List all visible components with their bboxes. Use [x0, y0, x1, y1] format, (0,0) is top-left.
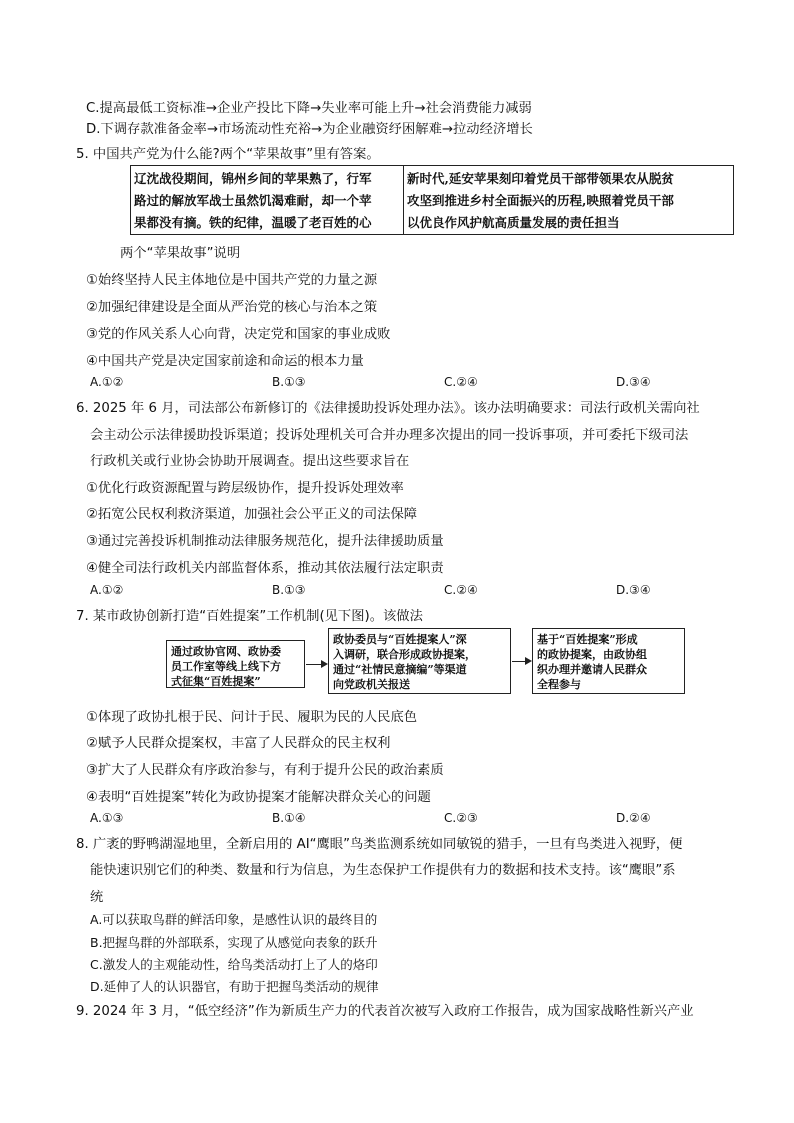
option-a[interactable]: A.①③ [90, 811, 124, 825]
flow-line: 织办理并邀请人民群众 [537, 663, 647, 676]
flow-step-research [328, 628, 511, 694]
q8-option-d[interactable]: D.延伸了人的认识器官，有助于把握鸟类活动的规律 [90, 979, 379, 994]
flow-line: 入调研，联合形成政协提案， [333, 648, 476, 661]
option-d[interactable]: D.②④ [616, 811, 651, 825]
flow-step-handle [532, 628, 685, 694]
q7-item: ②赋予人民群众提案权，丰富了人民群众的民主权利 [86, 736, 391, 751]
q6-options [0, 582, 794, 598]
q5-lead: 两个“苹果故事”说明 [120, 246, 241, 261]
table-cell-yanan [404, 166, 733, 234]
q5-item: ①始终坚持人民主体地位是中国共产党的力量之源 [86, 273, 378, 288]
q5-apple-table [130, 165, 734, 235]
q5-stem: 5. 中国共产党为什么能?两个“苹果故事”里有答案。 [76, 147, 380, 162]
table-right-line: 新时代,延安苹果刻印着党员干部带领果农从脱贫 [407, 171, 674, 186]
q5-options [0, 374, 794, 390]
flow-line: 通过政协官网、政协委 [171, 645, 281, 658]
q8-stem-line: 8. 广袤的野鸭湖湿地里，全新启用的 AI“鹰眼”鸟类监测系统如同敏锐的猎手，一旦有鸟类进入视野，便 [76, 837, 683, 852]
option-b[interactable]: B.①③ [272, 375, 306, 389]
q4-option-c: C.提高最低工资标准→企业产投比下降→失业率可能上升→社会消费能力减弱 [86, 101, 532, 116]
table-cell-liaoshen [131, 166, 404, 234]
option-b[interactable]: B.①③ [272, 583, 306, 597]
flow-line: 的政协提案，由政协组 [537, 648, 647, 661]
q6-item: ③通过完善投诉机制推动法律服务规范化，提升法律援助质量 [86, 534, 444, 549]
q6-item: ①优化行政资源配置与跨层级协作，提升投诉处理效率 [86, 481, 404, 496]
flow-line: 式征集“百姓提案” [171, 675, 261, 688]
option-c[interactable]: C.②③ [444, 811, 478, 825]
q6-item: ②拓宽公民权利救济渠道，加强社会公平正义的司法保障 [86, 507, 418, 522]
q6-stem-line: 会主动公示法律援助投诉渠道；投诉处理机关可合并办理多次提出的同一投诉事项，并可委托下级司法 [90, 428, 689, 443]
q7-item: ④表明“百姓提案”转化为政协提案才能解决群众关心的问题 [86, 790, 431, 805]
flow-step-collect [166, 640, 305, 688]
option-d[interactable]: D.③④ [616, 375, 651, 389]
flow-arrow-icon [306, 664, 326, 665]
table-right-line: 以优良作风护航高质量发展的责任担当 [407, 215, 620, 230]
q8-stem-line: 能快速识别它们的种类、数量和行为信息，为生态保护工作提供有力的数据和技术支持。该“鹰眼”系 [90, 863, 676, 878]
q5-item: ②加强纪律建设是全面从严治党的核心与治本之策 [86, 300, 378, 315]
q9-stem: 9. 2024 年 3 月，“低空经济”作为新质生产力的代表首次被写入政府工作报告，成为国家战略性新兴产业 [76, 1004, 694, 1019]
q5-item: ④中国共产党是决定国家前途和命运的根本力量 [86, 354, 364, 369]
table-left-line: 路过的解放军战士虽然饥渴难耐，却一个苹 [134, 193, 372, 208]
q6-stem-line: 行政机关或行业协会协助开展调查。提出这些要求旨在 [90, 454, 410, 469]
flow-line: 基于“百姓提案”形成 [537, 633, 638, 646]
q8-option-a[interactable]: A.可以获取鸟群的鲜活印象，是感性认识的最终目的 [90, 912, 378, 927]
q7-options [0, 810, 794, 826]
flow-line: 政协委员与“百姓提案人”深 [333, 633, 467, 646]
q6-item: ④健全司法行政机关内部监督体系，推动其依法履行法定职责 [86, 561, 444, 576]
flow-arrow-icon [512, 661, 530, 662]
flow-line: 通过“社情民意摘编”等渠道 [333, 663, 467, 676]
q7-stem: 7. 某市政协创新打造“百姓提案”工作机制(见下图)。该做法 [76, 609, 423, 624]
q8-option-c[interactable]: C.激发人的主观能动性，给鸟类活动打上了人的烙印 [90, 957, 378, 972]
option-b[interactable]: B.①④ [272, 811, 306, 825]
flow-line: 全程参与 [537, 678, 581, 691]
option-a[interactable]: A.①② [90, 375, 124, 389]
flow-line: 向党政机关报送 [333, 678, 410, 691]
option-a[interactable]: A.①② [90, 583, 124, 597]
option-c[interactable]: C.②④ [444, 375, 478, 389]
q5-item: ③党的作风关系人心向背，决定党和国家的事业成败 [86, 327, 391, 342]
option-c[interactable]: C.②④ [444, 583, 478, 597]
q7-item: ①体现了政协扎根于民、问计于民、履职为民的人民底色 [86, 710, 418, 725]
flow-line: 员工作室等线上线下方 [171, 660, 281, 673]
table-left-line: 果都没有摘。铁的纪律，温暖了老百姓的心 [134, 215, 372, 230]
option-d[interactable]: D.③④ [616, 583, 651, 597]
q8-stem-line: 统 [90, 890, 104, 905]
q4-option-d: D.下调存款准备金率→市场流动性充裕→为企业融资纾困解难→拉动经济增长 [86, 122, 533, 137]
q6-stem-line: 6. 2025 年 6 月，司法部公布新修订的《法律援助投诉处理办法》。该办法明确要求：司法行政机关需向社 [76, 401, 700, 416]
table-left-line: 辽沈战役期间，锦州乡间的苹果熟了，行军 [134, 171, 372, 186]
q7-item: ③扩大了人民群众有序政治参与，有利于提升公民的政治素质 [86, 763, 444, 778]
table-right-line: 攻坚到推进乡村全面振兴的历程,映照着党员干部 [407, 193, 674, 208]
q8-option-b[interactable]: B.把握鸟群的外部联系，实现了从感觉向表象的跃升 [90, 935, 378, 950]
